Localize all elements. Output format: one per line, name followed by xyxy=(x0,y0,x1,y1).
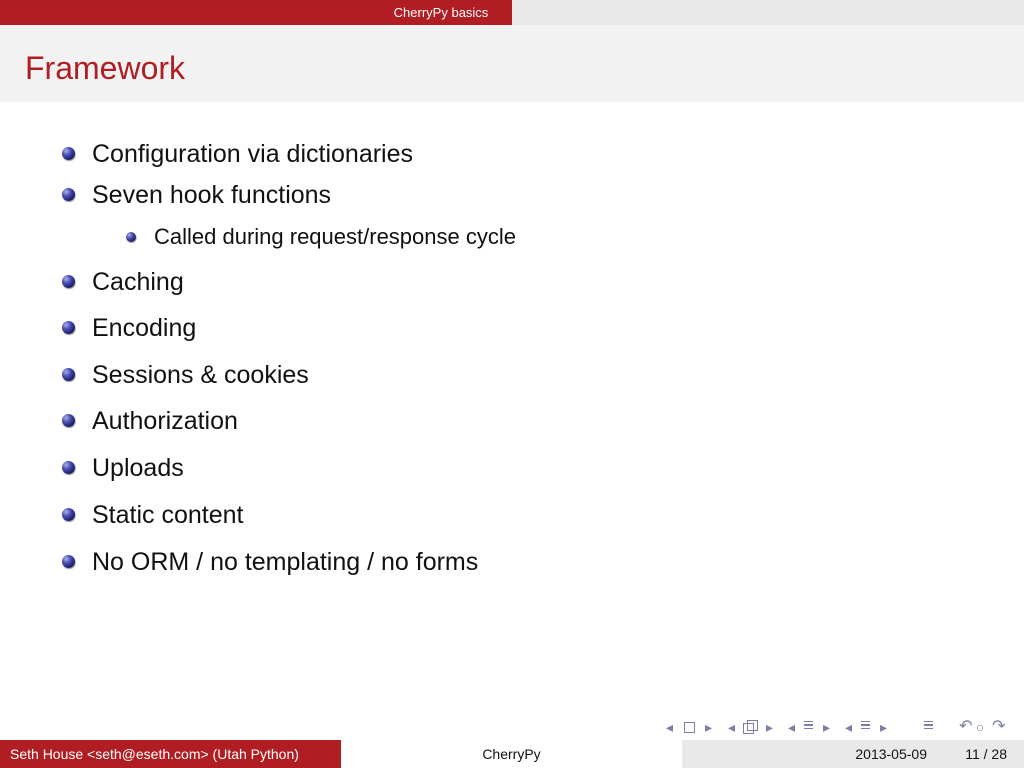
subsection-icon[interactable] xyxy=(747,720,758,731)
bullet-ball-icon xyxy=(62,188,75,201)
prev-subsection-icon[interactable]: ◂ xyxy=(728,719,736,735)
beamer-navigation-symbols xyxy=(662,716,1022,738)
bullet-ball-icon xyxy=(126,232,136,242)
list-item-text: Authorization xyxy=(92,407,238,435)
list-item-text: Encoding xyxy=(92,314,197,342)
bullet-ball-icon xyxy=(62,275,75,288)
bullet-ball-icon xyxy=(62,555,75,568)
prev-section-icon[interactable]: ◂ xyxy=(845,719,853,735)
list-item-text: Called during request/response cycle xyxy=(154,224,516,249)
footer-title: CherryPy xyxy=(341,740,682,768)
next-subsection-icon[interactable]: ▸ xyxy=(766,719,774,735)
frame-title: Framework xyxy=(25,50,186,86)
list-item-text: No ORM / no templating / no forms xyxy=(92,548,479,576)
bullet-ball-icon xyxy=(62,368,75,381)
bullet-ball-icon xyxy=(62,321,75,334)
search-icon[interactable]: ○ xyxy=(976,719,985,735)
list-item-text: Configuration via dictionaries xyxy=(92,140,414,168)
bullet-ball-icon xyxy=(62,461,75,474)
next-slide-icon[interactable]: ▸ xyxy=(705,719,713,735)
section-icon[interactable] xyxy=(804,721,813,731)
list-item-text: Caching xyxy=(92,268,184,296)
list-item-text: Uploads xyxy=(92,454,184,482)
section-title[interactable]: CherryPy basics xyxy=(393,5,489,20)
bullet-ball-icon xyxy=(62,414,75,427)
search-back-icon[interactable]: ↶ xyxy=(959,718,973,735)
footer xyxy=(0,740,1024,768)
list-item-text: Sessions & cookies xyxy=(92,361,309,389)
list-item-text: Seven hook functions xyxy=(92,181,332,209)
footer-author: Seth House <seth@eseth.com> (Utah Python) xyxy=(0,740,341,768)
frame-icon[interactable] xyxy=(684,722,695,733)
next-section-icon[interactable]: ▸ xyxy=(823,719,831,735)
footer-date-page xyxy=(682,740,1024,768)
page-number: 11 / 28 xyxy=(965,746,1007,762)
prev-slide-icon[interactable]: ◂ xyxy=(666,719,674,735)
search-forward-icon[interactable]: ↷ xyxy=(992,718,1006,735)
list-item-text: Static content xyxy=(92,501,244,529)
prev-section-icon[interactable]: ◂ xyxy=(788,719,796,735)
bullet-ball-icon xyxy=(62,508,75,521)
footer-date: 2013-05-09 xyxy=(855,746,927,762)
next-section-icon[interactable]: ▸ xyxy=(880,719,888,735)
section-icon[interactable] xyxy=(861,721,870,731)
bullet-ball-icon xyxy=(62,147,75,160)
toc-icon[interactable] xyxy=(924,721,933,731)
